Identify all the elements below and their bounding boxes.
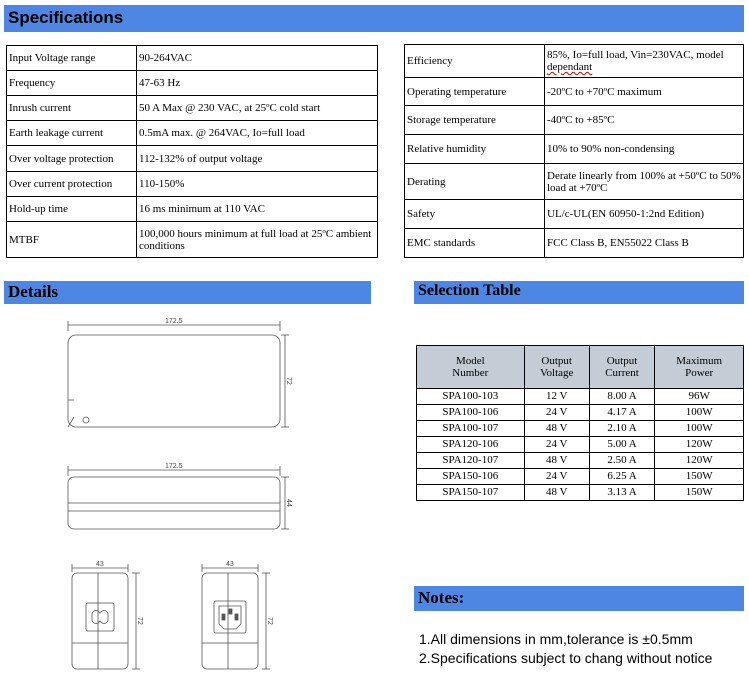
spec-value: 10% to 90% non-condensing [545,135,744,164]
cell-voltage: 12 V [524,389,589,405]
header-line: Output [606,355,638,367]
selection-table-header [414,281,744,304]
top-view-drawing [68,318,292,427]
cell-power: 120W [655,453,744,469]
cell-voltage: 24 V [524,405,589,421]
spec-row [405,45,744,78]
selection-header-row [417,346,744,389]
table-row [417,437,744,453]
spec-row [7,71,378,96]
cell-model: SPA100-106 [417,405,525,421]
header-output-voltage [524,346,589,389]
specifications-header [4,5,744,32]
spec-label: Operating temperature [405,78,545,106]
header-line: Power [685,367,714,379]
spec-row [7,146,378,172]
spec-value: 47-63 Hz [137,71,378,96]
mechanical-drawing [0,305,405,690]
spec-label: Input Voltage range [7,46,137,71]
top-width-label: 72 [285,377,292,385]
spec-label: Efficiency [405,45,545,78]
side-view-drawing [68,463,292,529]
note-dimensions: 1.All dimensions in mm,tolerance is ±0.5mm [419,631,693,647]
spec-label: Derating [405,164,545,200]
cell-model: SPA100-103 [417,389,525,405]
header-line: Voltage [539,367,574,379]
cell-current: 5.00 A [589,437,655,453]
cell-current: 3.13 A [589,485,655,501]
cell-current: 2.50 A [589,453,655,469]
specifications-title: Specifications [8,8,124,27]
header-maximum-power [655,346,744,389]
table-row [417,421,744,437]
spec-table-left [6,45,378,258]
end-width-label-left: 43 [96,561,104,568]
end-height-label-left: 72 [136,617,143,625]
header-line: Current [605,367,639,379]
cell-model: SPA120-106 [417,437,525,453]
spec-value: 90-264VAC [137,46,378,71]
cell-model: SPA150-107 [417,485,525,501]
note-specifications: 2.Specifications subject to chang without notice [419,650,713,666]
header-line: Output [541,355,572,367]
spec-value: 50 A Max @ 230 VAC, at 25ºC cold start [137,96,378,121]
spec-row [405,135,744,164]
header-output-current [589,346,655,389]
cell-model: SPA100-107 [417,421,525,437]
spec-row [7,46,378,71]
table-row [417,469,744,485]
spec-label: Storage temperature [405,106,545,135]
spec-label: Over current protection [7,172,137,197]
end-width-label-right: 43 [226,561,234,568]
cell-voltage: 48 V [524,485,589,501]
table-row [417,453,744,469]
spec-value: Derate linearly from 100% at +50ºC to 50% load at +70ºC [545,164,744,200]
spec-value: -20ºC to +70ºC maximum [545,78,744,106]
spec-row [405,78,744,106]
cell-model: SPA120-107 [417,453,525,469]
cell-voltage: 48 V [524,421,589,437]
cell-model: SPA150-106 [417,469,525,485]
spec-label: Frequency [7,71,137,96]
end-view-right-drawing [202,561,273,669]
spec-label: Over voltage protection [7,146,137,172]
cell-power: 120W [655,437,744,453]
cell-voltage: 48 V [524,453,589,469]
end-height-label-right: 72 [266,617,273,625]
header-line: Model [455,355,485,367]
spec-row [7,172,378,197]
header-model-number [417,346,525,389]
spec-row [405,200,744,229]
cell-current: 8.00 A [589,389,655,405]
header-line: Number [452,367,489,379]
spec-value: 112-132% of output voltage [137,146,378,172]
table-row [417,405,744,421]
spec-value [545,45,744,78]
cell-power: 100W [655,405,744,421]
details-title: Details [8,282,59,301]
spec-table-right [404,44,744,258]
top-length-label: 172.5 [165,318,183,325]
cell-power: 150W [655,469,744,485]
spec-value: -40ºC to +85ºC [545,106,744,135]
spec-value: 0.5mA max. @ 264VAC, Io=full load [137,121,378,146]
spec-value: 16 ms minimum at 110 VAC [137,197,378,222]
cell-power: 150W [655,485,744,501]
spec-label: Inrush current [7,96,137,121]
selection-table [416,345,744,501]
selection-table-title: Selection Table [418,282,521,299]
end-view-left-drawing [72,561,143,669]
spec-label: Hold-up time [7,197,137,222]
spec-label: Earth leakage current [7,121,137,146]
spec-value-main: 85%, Io=full load, Vin=230VAC, model [547,49,724,61]
spec-label: MTBF [7,222,137,258]
cell-current: 4.17 A [589,405,655,421]
cell-voltage: 24 V [524,437,589,453]
cell-power: 96W [655,389,744,405]
side-length-label: 172.5 [165,463,183,470]
header-line: Maximum [676,355,723,367]
spec-value: 100,000 hours minimum at full load at 25ºC ambient conditions [137,222,378,258]
cell-voltage: 24 V [524,469,589,485]
table-row [417,485,744,501]
table-row [417,389,744,405]
spec-label: Relative humidity [405,135,545,164]
cell-power: 100W [655,421,744,437]
spec-value: FCC Class B, EN55022 Class B [545,229,744,258]
spec-row [405,106,744,135]
side-height-label: 44 [285,499,292,507]
spec-row [405,229,744,258]
notes-title: Notes: [418,588,465,607]
spec-label: EMC standards [405,229,545,258]
spec-value-extra: dependant [547,61,593,73]
spec-value: 110-150% [137,172,378,197]
spec-row [7,222,378,258]
spec-row [405,164,744,200]
spec-row [7,121,378,146]
spec-row [7,96,378,121]
cell-current: 6.25 A [589,469,655,485]
spec-value: UL/c-UL(EN 60950-1:2nd Edition) [545,200,744,229]
notes-header [414,586,744,611]
spec-row [7,197,378,222]
details-header [4,281,371,304]
cell-current: 2.10 A [589,421,655,437]
spec-label: Safety [405,200,545,229]
